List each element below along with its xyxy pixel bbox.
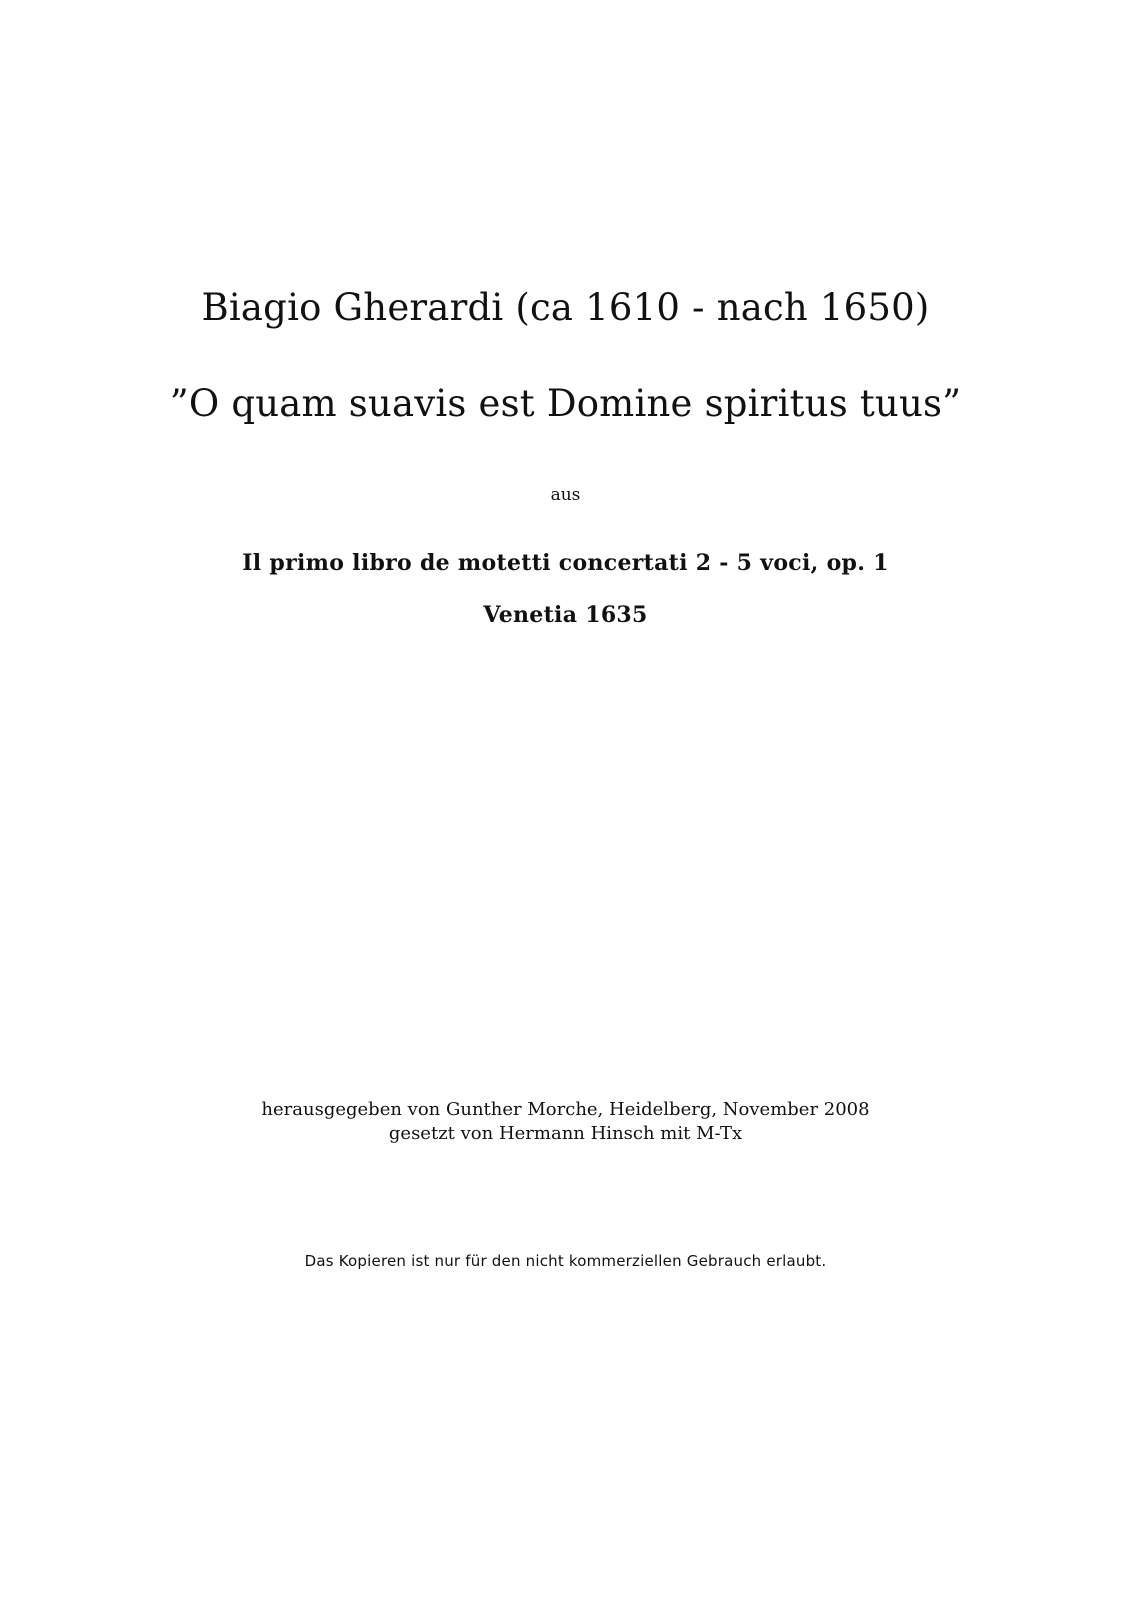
copyright-notice: Das Kopieren ist nur für den nicht kommerziellen Gebrauch erlaubt. bbox=[304, 1252, 827, 1270]
publication-place-year: Venetia 1635 bbox=[483, 602, 648, 628]
collection-title: Il primo libro de motetti concertati 2 - 5 voci, op. 1 bbox=[242, 550, 889, 576]
typesetter-credit: gesetzt von Hermann Hinsch mit M-Tx bbox=[388, 1123, 743, 1144]
source-connector: aus bbox=[550, 485, 581, 505]
work-title: ”O quam suavis est Domine spiritus tuus” bbox=[169, 382, 962, 425]
composer-heading: Biagio Gherardi (ca 1610 - nach 1650) bbox=[201, 286, 930, 329]
editor-credit: herausgegeben von Gunther Morche, Heidelberg, November 2008 bbox=[261, 1099, 870, 1120]
